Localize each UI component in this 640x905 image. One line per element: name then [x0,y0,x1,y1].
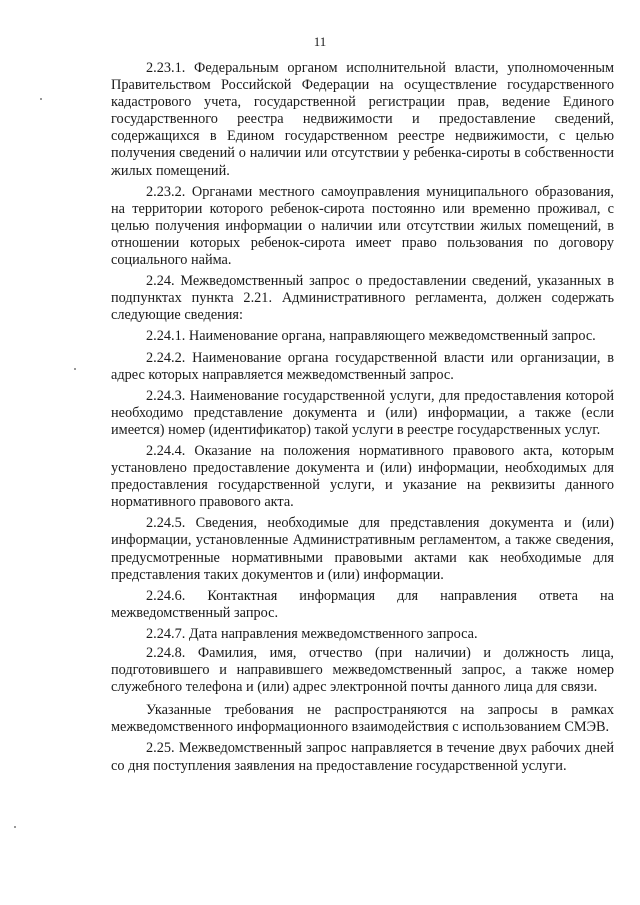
paragraph-2-23-2: 2.23.2. Органами местного самоуправления муниципального образования, на территории которого ребенок-сирота постоянно или временно проживал, с целью получения информации о наличии или отсутствии жилых помещений, в отношении которых ребенок-сирота имеет право пользования по договору социального найма. [111,183,614,269]
paragraph-2-24-3: 2.24.3. Наименование государственной услуги, для предоставления которой необходимо представление документа и (или) информации, а также (если имеется) номер (идентификатор) такой услуги в реестре государственных услуг. [111,387,614,438]
document-body [111,60,614,779]
paragraph-requirements-note: Указанные требования не распространяются на запросы в рамках межведомственного информационного взаимодействия с использованием СМЭВ. [111,702,614,736]
paragraph-2-23-1: 2.23.1. Федеральным органом исполнительной власти, уполномоченным Правительством Российской Федерации на осуществление государственного кадастрового учета, государственной регистрации прав, ведение Единого государственного реестра недвижимости и предоставление сведений, содержащихся в Едином государственном реестре недвижимости, с целью получения сведений о наличии или отсутствии у ребенка-сироты в собственности жилых помещений. [111,60,614,179]
paragraph-2-24-8: 2.24.8. Фамилия, имя, отчество (при наличии) и должность лица, подготовившего и направившего межведомственный запрос, а также номер служебного телефона и (или) адрес электронной почты данного лица для связи. [111,645,614,696]
scan-speck [74,368,76,370]
paragraph-2-24-2: 2.24.2. Наименование органа государственной власти или организации, в адрес которых направляется межведомственный запрос. [111,349,614,383]
paragraph-2-24-1: 2.24.1. Наименование органа, направляющего межведомственный запрос. [146,328,596,345]
paragraph-2-24: 2.24. Межведомственный запрос о предоставлении сведений, указанных в подпунктах пункта 2.21. Административного регламента, должен содержать следующие сведения: [111,273,614,324]
paragraph-2-24-4: 2.24.4. Оказание на положения нормативного правового акта, которым установлено предоставление документа и (или) информации, необходимых для предоставления государственной услуги, и указание на реквизиты данного нормативного правового акта. [111,442,614,511]
paragraph-2-25: 2.25. Межведомственный запрос направляется в течение двух рабочих дней со дня поступления заявления на предоставление государственной услуги. [111,740,614,774]
paragraph-2-24-7: 2.24.7. Дата направления межведомственного запроса. [146,625,478,642]
scan-speck [40,98,42,100]
page-number: 11 [313,34,327,49]
scan-speck [14,826,16,828]
paragraph-2-24-6: 2.24.6. Контактная информация для направления ответа на межведомственный запрос. [111,587,614,621]
paragraph-2-24-5: 2.24.5. Сведения, необходимые для представления документа и (или) информации, установленные Административным регламентом, а также сведения, предусмотренные нормативными правовыми актами как необходимые для представления таких документов и (или) информации. [111,515,614,583]
